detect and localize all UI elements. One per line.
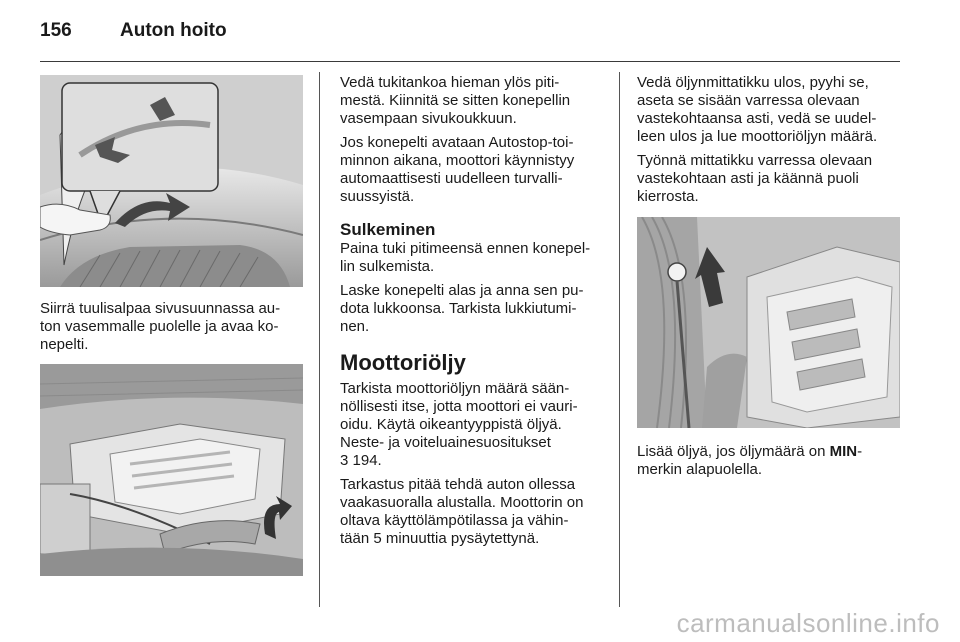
- watermark: carmanualsonline.info: [676, 608, 940, 638]
- hood-release-figure: [40, 75, 303, 287]
- page-reference: 3 194.: [340, 452, 382, 469]
- page-title: Auton hoito: [120, 20, 227, 41]
- min-mark-label: MIN: [829, 443, 858, 460]
- reference-arrow-icon: 3: [340, 452, 349, 469]
- oil-conditions-paragraph: Tarkastus pitää tehdä auton ollessa vaakasuoralla alustalla. Moottorin on oltava käyttölämpötilassa ja vähin- tään 5 minuuttia pysäytettynä.: [340, 476, 584, 547]
- closing-paragraph-2: Laske konepelti alas ja anna sen pu- dota lukkoonsa. Tarkista lukkiutumi- nen.: [340, 282, 584, 335]
- page-number: 156: [40, 20, 72, 41]
- add-oil-paragraph: Lisää öljyä, jos öljymäärä on MIN- merkin alapuolella.: [637, 443, 863, 478]
- closing-paragraph-1: Paina tuki pitimeensä ennen konepel- lin sulkemista.: [340, 240, 591, 275]
- column-divider: [319, 72, 320, 607]
- header-rule: [40, 61, 900, 62]
- closing-heading: Sulkeminen: [340, 220, 436, 239]
- support-rod-paragraph: Vedä tukitankoa hieman ylös piti- mestä. Kiinnitä se sitten konepellin vasempaan sivukoukkuun.: [340, 74, 571, 127]
- column-3-bottom-text: [637, 443, 905, 485]
- column-2-text: [340, 74, 615, 554]
- dipstick-paragraph: Vedä öljynmittatikku ulos, pyyhi se, aseta se sisään varressa olevaan vastekohtaansa asti, vedä se uudel- leen ulos ja lue moottoriöljyn määrä.: [637, 74, 878, 145]
- dipstick-figure: [637, 217, 900, 428]
- column-1-text: [40, 300, 310, 360]
- column-divider: [619, 72, 620, 607]
- hood-release-caption: Siirrä tuulisalpaa sivusuunnassa au- ton vasemmalle puolelle ja avaa ko- nepelti.: [40, 300, 281, 353]
- oil-check-paragraph: Tarkista moottoriöljyn määrä sään- nöllisesti itse, jotta moottori ei vauri- oidu. Käytä oikeantyyppistä öljyä. Neste- ja voiteluainesuositukset 3 194.: [340, 380, 578, 469]
- engine-oil-heading: Moottoriöljy: [340, 350, 466, 375]
- column-3-text: [637, 74, 905, 212]
- engine-bay-figure: [40, 364, 303, 576]
- autostop-paragraph: Jos konepelti avataan Autostop-toi- minnon aikana, moottori käynnistyy automaattisesti uudelleen turvalli- suussyistä.: [340, 134, 575, 205]
- dipstick-return-paragraph: Työnnä mittatikku varressa olevaan vastekohtaan asti ja käännä puoli kierrosta.: [637, 152, 873, 205]
